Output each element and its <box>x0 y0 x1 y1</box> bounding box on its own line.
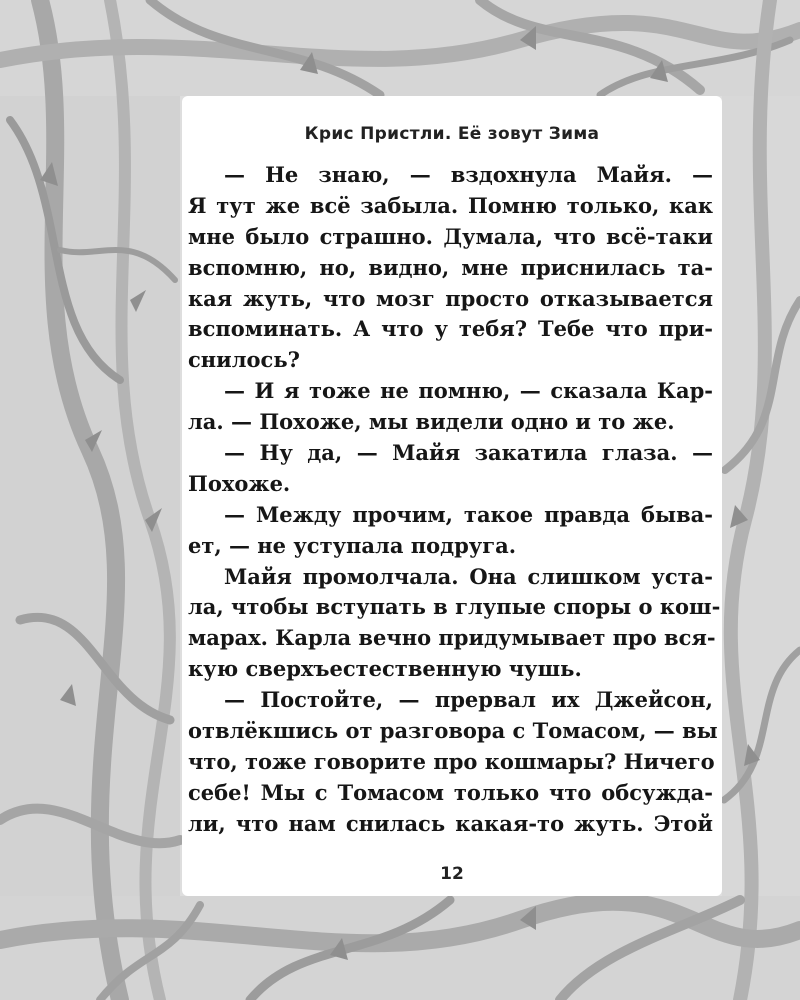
text-line: ли, что нам снилась какая-то жуть. Этой <box>188 810 713 836</box>
text-line: кую сверхъестественную чушь. <box>188 656 582 682</box>
text-line: вспоминать. А что у тебя? Тебе что при- <box>188 316 713 342</box>
text-line: марах. Карла вечно придумывает про вся- <box>188 625 716 651</box>
text-line: — Не знаю, — вздохнула Майя. — <box>224 162 713 187</box>
paragraph <box>188 500 713 562</box>
paragraph <box>188 562 721 686</box>
running-title: Крис Пристли. Её зовут Зима <box>304 124 600 144</box>
text-line: ла. — Похоже, мы видели одно и то же. <box>188 409 675 435</box>
paragraph <box>188 376 713 438</box>
text-line: ла, чтобы вступать в глупые споры о кош- <box>188 594 721 620</box>
text-line: кая жуть, что мозг просто отказывается <box>188 285 713 311</box>
text-line: отвлёкшись от разговора с Томасом, — вы <box>188 718 718 744</box>
paragraph <box>188 160 713 376</box>
text-line: себе! Мы с Томасом только что обсужда- <box>188 779 713 805</box>
text-line: Майя промолчала. Она слишком уста- <box>224 563 713 589</box>
paragraph <box>188 685 718 839</box>
text-line: Я тут же всё забыла. Помню только, как <box>188 192 713 218</box>
text-line: — Постойте, — прервал их Джейсон, <box>224 687 713 713</box>
text-line: ет, — не уступала подруга. <box>188 532 517 558</box>
text-line: — Ну да, — Майя закатила глаза. — <box>224 440 713 466</box>
text-line: снилось? <box>188 347 300 373</box>
page-number: 12 <box>440 864 464 884</box>
text-line: что, тоже говорите про кошмары? Ничего <box>188 748 715 774</box>
text-line: Похоже. <box>188 470 291 496</box>
paragraph <box>188 438 713 500</box>
book-body-text <box>188 160 721 840</box>
text-line: вспомню, но, видно, мне приснилась та- <box>188 254 713 280</box>
text-line: мне было страшно. Думала, что всё-таки <box>188 223 713 249</box>
text-line: — Между прочим, такое правда быва- <box>224 501 713 527</box>
text-line: — И я тоже не помню, — сказала Кар- <box>224 378 713 404</box>
